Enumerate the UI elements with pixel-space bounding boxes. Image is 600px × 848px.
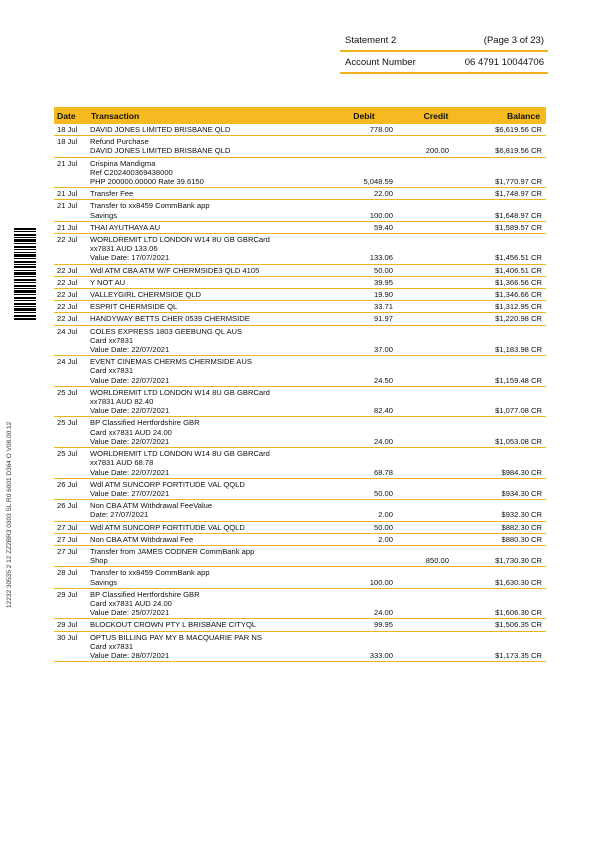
side-reference-code: 12232 30535 2 12 ZZ2BR3 0303 SL R0 6001 D364 O V08.00.12 bbox=[6, 421, 13, 608]
transaction-line: ESPRIT CHERMSIDE QL bbox=[90, 302, 178, 312]
transaction-line: xx7831 AUD 82.40 bbox=[90, 397, 154, 407]
table-row bbox=[54, 264, 546, 276]
row-transaction bbox=[87, 313, 319, 325]
transaction-line: Y NOT AU bbox=[90, 277, 126, 287]
transaction-line: Value Date: 22/07/2021 bbox=[90, 406, 170, 416]
row-balance: $880.30 CR bbox=[463, 533, 546, 545]
row-balance: $1,456.51 CR bbox=[463, 234, 546, 265]
transaction-line: xx7831 AUD 68.78 bbox=[90, 458, 154, 468]
row-date: 22 Jul bbox=[54, 301, 87, 313]
row-debit: 100.00 bbox=[319, 567, 409, 588]
row-date: 26 Jul bbox=[54, 478, 87, 499]
row-credit bbox=[409, 500, 463, 521]
transaction-line: Crispina Mandigma bbox=[90, 158, 156, 168]
row-balance: $1,053.08 CR bbox=[463, 417, 546, 448]
row-date: 29 Jul bbox=[54, 588, 87, 619]
transaction-line: OPTUS BILLING PAY MY B MACQUARIE PAR NS bbox=[90, 632, 262, 642]
row-credit bbox=[409, 521, 463, 533]
row-debit: 333.00 bbox=[319, 631, 409, 662]
transaction-line: Non CBA ATM Withdrawal FeeValue bbox=[90, 501, 213, 511]
row-date: 21 Jul bbox=[54, 221, 87, 233]
transaction-line: Card xx7831 bbox=[90, 641, 134, 651]
row-credit bbox=[409, 313, 463, 325]
row-transaction bbox=[87, 631, 319, 662]
row-transaction bbox=[87, 533, 319, 545]
transaction-line: BP Classified Hertfordshire GBR bbox=[90, 418, 200, 428]
transaction-line: Card xx7831 bbox=[90, 366, 134, 376]
table-row bbox=[54, 417, 546, 448]
table-row bbox=[54, 221, 546, 233]
row-balance: $1,183.98 CR bbox=[463, 325, 546, 356]
statement-header bbox=[340, 35, 548, 49]
table-row bbox=[54, 448, 546, 479]
column-header-transaction: Transaction bbox=[87, 107, 319, 124]
row-balance: $1,648.97 CR bbox=[463, 200, 546, 221]
transaction-line: THAI AYUTHAYA AU bbox=[90, 222, 161, 232]
header-rule bbox=[340, 72, 548, 74]
transaction-line: Card xx7831 AUD 24.00 bbox=[90, 598, 172, 608]
transaction-line: Shop bbox=[90, 556, 108, 566]
row-credit bbox=[409, 221, 463, 233]
transaction-line: COLES EXPRESS 1803 GEEBUNG QL AUS bbox=[90, 326, 243, 336]
table-row bbox=[54, 521, 546, 533]
row-transaction bbox=[87, 386, 319, 417]
transaction-line: PHP 200000.00000 Rate 39.6150 bbox=[90, 177, 204, 187]
account-number-label: Account Number bbox=[345, 57, 416, 68]
row-transaction bbox=[87, 478, 319, 499]
row-date: 28 Jul bbox=[54, 567, 87, 588]
row-balance: $882.30 CR bbox=[463, 521, 546, 533]
transaction-line: HANDYWAY BETTS CHER 0539 CHERMSIDE bbox=[90, 314, 250, 324]
transaction-line: Value Date: 22/07/2021 bbox=[90, 375, 170, 385]
table-row bbox=[54, 136, 546, 157]
row-credit: 850.00 bbox=[409, 545, 463, 566]
row-transaction bbox=[87, 500, 319, 521]
row-credit bbox=[409, 200, 463, 221]
transaction-line: Value Date: 22/07/2021 bbox=[90, 345, 170, 355]
row-balance: $1,730.30 CR bbox=[463, 545, 546, 566]
row-date: 25 Jul bbox=[54, 417, 87, 448]
transaction-line: Value Date: 28/07/2021 bbox=[90, 650, 170, 660]
table-row bbox=[54, 631, 546, 662]
table-row bbox=[54, 234, 546, 265]
row-transaction bbox=[87, 289, 319, 301]
row-debit: 19.90 bbox=[319, 289, 409, 301]
row-debit: 59.40 bbox=[319, 221, 409, 233]
column-header-balance: Balance bbox=[463, 107, 546, 124]
column-header-debit: Debit bbox=[319, 107, 409, 124]
transaction-line: Non CBA ATM Withdrawal Fee bbox=[90, 534, 194, 544]
row-date: 27 Jul bbox=[54, 521, 87, 533]
transaction-line: WORLDREMIT LTD LONDON W14 8U GB GBRCard bbox=[90, 235, 270, 245]
row-credit bbox=[409, 448, 463, 479]
row-debit: 5,048.59 bbox=[319, 157, 409, 188]
row-debit: 22.00 bbox=[319, 188, 409, 200]
row-credit: 200.00 bbox=[409, 136, 463, 157]
row-credit bbox=[409, 478, 463, 499]
row-balance: $1,077.08 CR bbox=[463, 386, 546, 417]
transactions-table bbox=[54, 107, 546, 662]
row-credit bbox=[409, 631, 463, 662]
row-credit bbox=[409, 417, 463, 448]
row-balance: $1,589.57 CR bbox=[463, 221, 546, 233]
transaction-line: VALLEYGIRL CHERMSIDE QLD bbox=[90, 290, 201, 300]
row-balance: $932.30 CR bbox=[463, 500, 546, 521]
row-transaction bbox=[87, 188, 319, 200]
row-transaction bbox=[87, 264, 319, 276]
statement-label: Statement 2 bbox=[345, 35, 397, 46]
row-transaction bbox=[87, 124, 319, 136]
transaction-line: Card xx7831 AUD 24.00 bbox=[90, 427, 172, 437]
row-date: 22 Jul bbox=[54, 289, 87, 301]
row-transaction bbox=[87, 448, 319, 479]
row-debit: 39.95 bbox=[319, 276, 409, 288]
row-debit: 50.00 bbox=[319, 264, 409, 276]
transaction-line: Transfer from JAMES CODNER CommBank app bbox=[90, 546, 255, 556]
row-date: 24 Jul bbox=[54, 325, 87, 356]
row-debit: 24.50 bbox=[319, 356, 409, 387]
row-credit bbox=[409, 157, 463, 188]
table-row bbox=[54, 478, 546, 499]
row-transaction bbox=[87, 234, 319, 265]
transaction-line: DAVID JONES LIMITED BRISBANE QLD bbox=[90, 125, 231, 134]
row-debit: 2.00 bbox=[319, 500, 409, 521]
row-balance: $1,346.66 CR bbox=[463, 289, 546, 301]
transaction-line: Savings bbox=[90, 577, 118, 587]
row-date: 27 Jul bbox=[54, 545, 87, 566]
row-date: 22 Jul bbox=[54, 276, 87, 288]
row-balance: $1,312.95 CR bbox=[463, 301, 546, 313]
row-transaction bbox=[87, 325, 319, 356]
transaction-line: Wdl ATM SUNCORP FORTITUDE VAL QQLD bbox=[90, 479, 245, 489]
row-balance: $1,173.35 CR bbox=[463, 631, 546, 662]
transaction-line: Refund Purchase bbox=[90, 137, 149, 147]
table-row bbox=[54, 619, 546, 631]
row-debit: 133.06 bbox=[319, 234, 409, 265]
row-credit bbox=[409, 567, 463, 588]
transaction-line: Value Date: 17/07/2021 bbox=[90, 253, 170, 263]
table-row bbox=[54, 356, 546, 387]
row-balance: $984.30 CR bbox=[463, 448, 546, 479]
row-debit: 33.71 bbox=[319, 301, 409, 313]
row-debit: 24.00 bbox=[319, 417, 409, 448]
table-row bbox=[54, 124, 546, 136]
row-date: 18 Jul bbox=[54, 136, 87, 157]
transaction-line: Date: 27/07/2021 bbox=[90, 510, 149, 520]
transaction-line: Value Date: 25/07/2021 bbox=[90, 608, 170, 618]
transaction-line: Card xx7831 bbox=[90, 335, 134, 345]
table-row bbox=[54, 188, 546, 200]
row-credit bbox=[409, 188, 463, 200]
row-date: 25 Jul bbox=[54, 386, 87, 417]
row-debit: 99.95 bbox=[319, 619, 409, 631]
row-debit: 50.00 bbox=[319, 478, 409, 499]
row-date: 24 Jul bbox=[54, 356, 87, 387]
row-transaction bbox=[87, 417, 319, 448]
table-row bbox=[54, 500, 546, 521]
row-date: 29 Jul bbox=[54, 619, 87, 631]
row-balance: $1,406.51 CR bbox=[463, 264, 546, 276]
row-balance: $1,630.30 CR bbox=[463, 567, 546, 588]
row-balance: $6,619.56 CR bbox=[463, 124, 546, 136]
barcode-icon bbox=[14, 228, 36, 320]
row-debit: 82.40 bbox=[319, 386, 409, 417]
transaction-line: xx7831 AUD 133.06 bbox=[90, 244, 158, 254]
row-debit: 24.00 bbox=[319, 588, 409, 619]
account-header bbox=[340, 57, 548, 71]
column-header-credit: Credit bbox=[409, 107, 463, 124]
row-date: 18 Jul bbox=[54, 124, 87, 136]
row-debit: 37.00 bbox=[319, 325, 409, 356]
row-date: 22 Jul bbox=[54, 234, 87, 265]
row-date: 26 Jul bbox=[54, 500, 87, 521]
page-indicator: (Page 3 of 23) bbox=[483, 35, 544, 46]
row-transaction bbox=[87, 301, 319, 313]
row-transaction bbox=[87, 567, 319, 588]
transaction-line: Value Date: 22/07/2021 bbox=[90, 467, 170, 477]
row-debit: 2.00 bbox=[319, 533, 409, 545]
row-credit bbox=[409, 386, 463, 417]
account-number: 06 4791 10044706 bbox=[464, 57, 544, 68]
row-transaction bbox=[87, 221, 319, 233]
row-date: 27 Jul bbox=[54, 533, 87, 545]
row-credit bbox=[409, 301, 463, 313]
transaction-line: Transfer to xx8459 CommBank app bbox=[90, 568, 210, 578]
row-date: 22 Jul bbox=[54, 264, 87, 276]
row-credit bbox=[409, 289, 463, 301]
row-balance: $1,506.35 CR bbox=[463, 619, 546, 631]
row-date: 30 Jul bbox=[54, 631, 87, 662]
row-debit bbox=[319, 136, 409, 157]
transaction-line: BLOCKOUT CROWN PTY L BRISBANE CITYQL bbox=[90, 620, 257, 630]
row-transaction bbox=[87, 157, 319, 188]
transaction-line: Value Date: 22/07/2021 bbox=[90, 436, 170, 446]
transaction-line: WORLDREMIT LTD LONDON W14 8U GB GBRCard bbox=[90, 387, 270, 397]
row-credit bbox=[409, 234, 463, 265]
row-credit bbox=[409, 619, 463, 631]
row-credit bbox=[409, 325, 463, 356]
row-credit bbox=[409, 356, 463, 387]
row-balance: $1,748.97 CR bbox=[463, 188, 546, 200]
transaction-line: Wdl ATM SUNCORP FORTITUDE VAL QQLD bbox=[90, 522, 245, 532]
row-transaction bbox=[87, 619, 319, 631]
transaction-line: Transfer Fee bbox=[90, 189, 134, 199]
row-date: 21 Jul bbox=[54, 200, 87, 221]
row-balance: $934.30 CR bbox=[463, 478, 546, 499]
row-credit bbox=[409, 276, 463, 288]
row-debit: 68.78 bbox=[319, 448, 409, 479]
table-row bbox=[54, 289, 546, 301]
row-debit: 100.00 bbox=[319, 200, 409, 221]
table-row bbox=[54, 545, 546, 566]
transaction-line: DAVID JONES LIMITED BRISBANE QLD bbox=[90, 146, 231, 156]
transaction-line: Wdl ATM CBA ATM W/F CHERMSIDE3 QLD 4105 bbox=[90, 265, 260, 275]
table-row bbox=[54, 157, 546, 188]
table-row bbox=[54, 386, 546, 417]
table-row bbox=[54, 533, 546, 545]
row-balance: $1,366.56 CR bbox=[463, 276, 546, 288]
row-debit: 50.00 bbox=[319, 521, 409, 533]
transaction-line: WORLDREMIT LTD LONDON W14 8U GB GBRCard bbox=[90, 449, 270, 459]
row-debit: 778.00 bbox=[319, 124, 409, 136]
transaction-line: Savings bbox=[90, 210, 118, 220]
column-header-date: Date bbox=[54, 107, 87, 124]
table-row bbox=[54, 567, 546, 588]
row-date: 21 Jul bbox=[54, 157, 87, 188]
transaction-line: Value Date: 27/07/2021 bbox=[90, 488, 170, 498]
row-transaction bbox=[87, 276, 319, 288]
transaction-line: BP Classified Hertfordshire GBR bbox=[90, 589, 200, 599]
row-transaction bbox=[87, 588, 319, 619]
row-date: 22 Jul bbox=[54, 313, 87, 325]
row-balance: $1,159.48 CR bbox=[463, 356, 546, 387]
row-date: 25 Jul bbox=[54, 448, 87, 479]
transaction-line: Ref C202400369438000 bbox=[90, 167, 173, 177]
table-header-row bbox=[54, 107, 546, 124]
table-row bbox=[54, 313, 546, 325]
table-row bbox=[54, 588, 546, 619]
table-row bbox=[54, 325, 546, 356]
row-transaction bbox=[87, 136, 319, 157]
row-credit bbox=[409, 264, 463, 276]
row-debit bbox=[319, 545, 409, 566]
row-transaction bbox=[87, 356, 319, 387]
row-credit bbox=[409, 588, 463, 619]
row-transaction bbox=[87, 545, 319, 566]
table-row bbox=[54, 276, 546, 288]
header-rule bbox=[340, 50, 548, 52]
table-row bbox=[54, 301, 546, 313]
row-credit bbox=[409, 533, 463, 545]
transaction-line: EVENT CINEMAS CHERMS CHERMSIDE AUS bbox=[90, 357, 252, 367]
row-date: 21 Jul bbox=[54, 188, 87, 200]
row-balance: $1,770.97 CR bbox=[463, 157, 546, 188]
row-debit: 91.97 bbox=[319, 313, 409, 325]
row-balance: $6,819.56 CR bbox=[463, 136, 546, 157]
row-balance: $1,606.30 CR bbox=[463, 588, 546, 619]
row-credit bbox=[409, 124, 463, 136]
table-row bbox=[54, 200, 546, 221]
transaction-line: Transfer to xx8459 CommBank app bbox=[90, 201, 210, 211]
row-transaction bbox=[87, 200, 319, 221]
row-transaction bbox=[87, 521, 319, 533]
row-balance: $1,220.98 CR bbox=[463, 313, 546, 325]
